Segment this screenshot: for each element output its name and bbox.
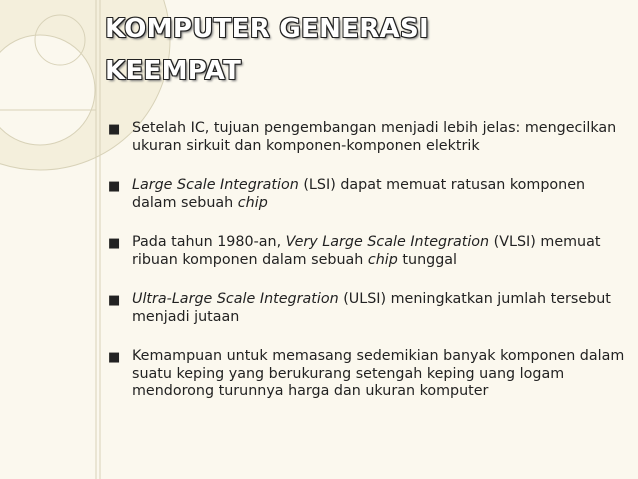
list-item — [108, 177, 626, 212]
italic-text: Very Large Scale Integration — [285, 234, 490, 250]
list-item — [108, 120, 626, 155]
list-item — [108, 291, 626, 326]
text-segment: Pada tahun 1980-an, — [132, 234, 286, 250]
italic-text: chip — [237, 194, 268, 211]
square-bullet-icon: ■ — [108, 122, 121, 137]
square-bullet-icon: ■ — [108, 236, 121, 251]
italic-text: Large Scale Integration — [132, 177, 299, 193]
text-segment: tunggal — [397, 251, 458, 268]
italic-text: Ultra-Large Scale Integration — [132, 291, 339, 307]
square-bullet-icon: ■ — [108, 350, 121, 365]
text-segment: Setelah IC, tujuan pengembangan menjadi lebih jelas: mengecilkan ukuran sirkuit dan komponen-komponen elektrik — [132, 120, 617, 154]
text-segment: (ULSI) meningkatkan jumlah tersebut menjadi jutaan — [132, 291, 611, 325]
italic-text: chip — [367, 251, 398, 268]
title-line: KOMPUTER GENERASI — [105, 14, 429, 44]
title-line: KEEMPAT — [105, 56, 242, 86]
list-item — [108, 234, 626, 269]
list-item — [108, 348, 626, 401]
text-segment: (LSI) dapat memuat ratusan komponen dalam sebuah — [132, 177, 586, 211]
square-bullet-icon: ■ — [108, 293, 121, 308]
bullet-list — [108, 120, 626, 423]
text-segment: (VLSI) memuat ribuan komponen dalam sebuah — [132, 234, 601, 268]
square-bullet-icon: ■ — [108, 179, 121, 194]
text-segment: Kemampuan untuk memasang sedemikian banyak komponen dalam suatu keping yang berukurang setengah keping uang logam mendorong turunnya harga dan ukuran komputer — [132, 348, 625, 399]
slide-title — [105, 8, 625, 92]
